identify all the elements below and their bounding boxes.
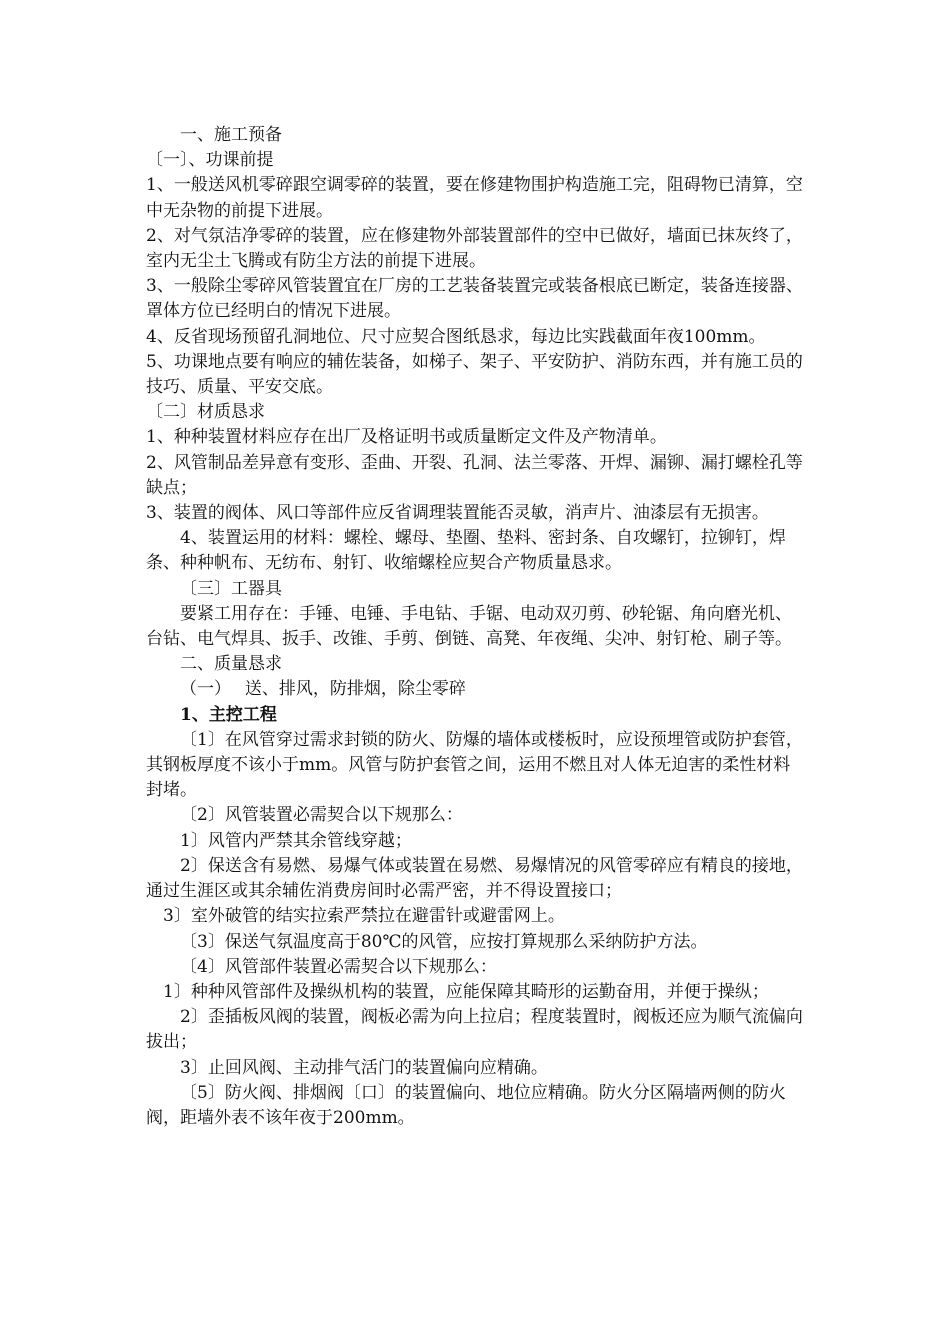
subheading-material-requirements: 〔二〕材质恳求 (146, 402, 265, 423)
paragraph: 3、装置的阀体、风口等部件应反省调理装置能否灵敏，消声片、油漆层有无损害。 (146, 503, 769, 524)
heading-construction-preparation: 一、施工预备 (180, 125, 282, 145)
document-page (146, 123, 806, 1131)
list-item: 3〕室外破管的结实拉索严禁拉在避雷针或避雷网上。 (163, 906, 565, 927)
paragraph: 〔2〕风管装置必需契合以下规那么： (180, 805, 463, 826)
paragraph: 1、种种装置材料应存在出厂及格证明书或质量断定文件及产物清单。 (146, 427, 667, 448)
heading-quality-requirements: 二、质量恳求 (180, 654, 282, 675)
list-item: 2〕保送含有易燃、易爆气体或装置在易燃、易爆情况的风管零碎应有精良的接地，通过生涯区或其余辅佐消费房间时必需严密，并不得设置接口； (146, 855, 803, 902)
list-item: 3〕止回风阀、主动排气活门的装置偏向应精确。 (180, 1057, 548, 1078)
paragraph: 2、风管制品差异意有变形、歪曲、开裂、孔洞、法兰零落、开焊、漏铆、漏打螺栓孔等缺点； (146, 452, 803, 498)
list-item: 2〕歪插板风阀的装置，阀板必需为向上拉启；程度装置时，阀板还应为顺气流偏向拔出； (146, 1007, 803, 1053)
subheading-tools: 〔三〕工器具 (180, 578, 282, 599)
paragraph: 5、功课地点要有响应的辅佐装备，如梯子、架子、平安防护、消防东西，并有施工员的技巧、质量、平安交底。 (146, 351, 803, 398)
list-item: 1〕种种风管部件及操纵机构的装置，应能保障其畸形的运勤奋用，并便于操纵； (163, 981, 769, 1002)
subheading-main-control: 1、主控工程 (180, 704, 277, 725)
paragraph: 要紧工用存在：手锤、电锤、手电钻、手锯、电动双刃剪、砂轮锯、角向磨光机、台钻、电气焊具、扳手、改锥、手剪、倒链、高凳、年夜绳、尖冲、射钉枪、刷子等。 (146, 603, 792, 650)
subheading-ventilation-systems: （一） 送、排风，防排烟，除尘零碎 (180, 679, 466, 700)
subheading-work-conditions: 〔一〕、功课前提 (146, 150, 274, 171)
paragraph: 3、一般除尘零碎风管装置宜在厂房的工艺装备装置完或装备根底已断定，装备连接器、罩体方位已经明白的情况下进展。 (146, 276, 803, 322)
paragraph: 4、装置运用的材料：螺栓、螺母、垫圈、垫料、密封条、自攻螺钉，拉铆钉，焊条、种种帆布、无纺布、射钉、收缩螺栓应契合产物质量恳求。 (146, 528, 786, 574)
list-item: 1〕风管内严禁其余管线穿越； (180, 830, 412, 851)
paragraph: 〔3〕保送气氛温度高于80℃的风管，应按打算规那么采纳防护方法。 (180, 931, 708, 952)
paragraph: 1、一般送风机零碎跟空调零碎的装置，要在修建物围护构造施工完，阻碍物已清算，空中无杂物的前提下进展。 (146, 175, 803, 221)
paragraph: 〔1〕在风管穿过需求封锁的防火、防爆的墙体或楼板时，应设预埋管或防护套管，其钢板厚度不该小于mm。风管与防护套管之间，运用不燃且对人体无迫害的柔性材料封堵。 (146, 729, 803, 801)
paragraph: 〔4〕风管部件装置必需契合以下规那么： (180, 956, 497, 977)
paragraph: 2、对气氛洁净零碎的装置，应在修建物外部装置部件的空中已做好，墙面已抹灰终了，室内无尘土飞腾或有防尘方法的前提下进展。 (146, 225, 803, 272)
paragraph: 4、反省现场预留孔洞地位、尺寸应契合图纸恳求，每边比实践截面年夜100mm。 (146, 326, 766, 347)
paragraph: 〔5〕防火阀、排烟阀〔口〕的装置偏向、地位应精确。防火分区隔墙两侧的防火阀，距墙外表不该年夜于200mm。 (146, 1082, 786, 1128)
